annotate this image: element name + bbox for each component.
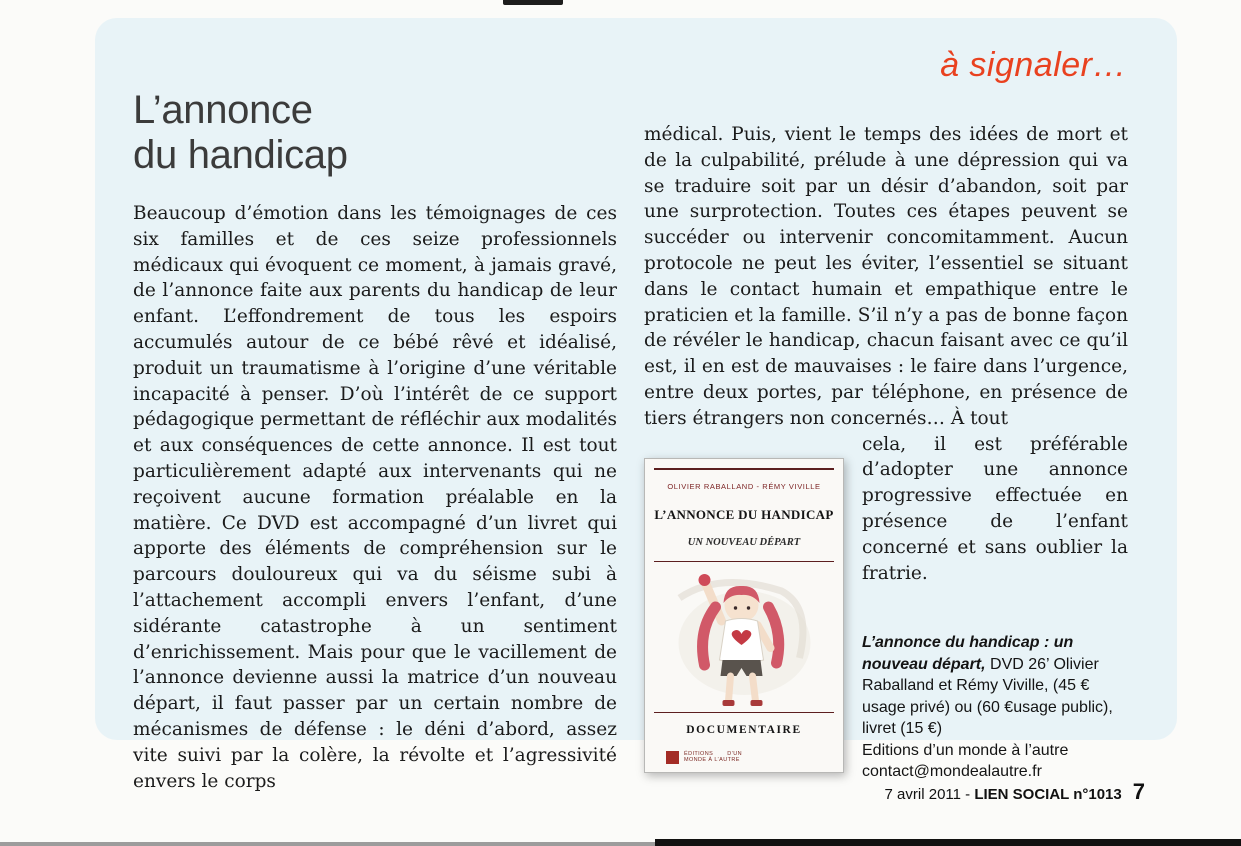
two-column-layout <box>133 18 1128 794</box>
article-body-right-wrap: cela, il est préférable d’adopter une annonce progressive effectuée en présence de l’enfant concerné et sans oublier la fratrie. <box>862 433 1128 584</box>
caption-publisher: Editions d’un monde à l’autre <box>862 741 1069 759</box>
caption-credits: DVD 26’ Olivier Raballand et Rémy Viville, (45 € usage privé) ou (60 €usage public), livret (15 €) <box>862 655 1113 738</box>
dvd-cover-subtitle: UN NOUVEAU DÉPART <box>687 537 801 549</box>
article-body-left: Beaucoup d’émotion dans les témoignages de ces six familles et de ces seize professionnels médicaux qui évoquent ce moment, à jamais gravé, de l’annonce faite aux parents du handicap de leur enfant. L’effondrement de tous les espoirs accumulés autour de ce bébé rêvé et idéalisé, produit un traumatisme à l’origine d’une véritable incapacité à penser. D’où l’intérêt de ce support pédagogique permettant de réfléchir aux modalités et aux conséquences de cette annonce. Il est tout particulièrement adapté aux intervenants qui ne reçoivent aucune formation préalable en la matière. Ce DVD est accompagné d’un livret qui apporte des éléments de compréhension sur le parcours douloureux qui va du séisme subi à l’attachement accompli envers l’enfant, d’une sidérante catastrophe à un sentiment d’enrichissement. Mais pour que le vacillement de l’annonce devienne aussi la matrice d’un nouveau départ, il faut passer par un certain nombre de mécanismes de défense : le déni d’abord, assez vite suivi par la colère, la révolte et l’agressivité envers le corps <box>133 203 617 792</box>
manga-girl-illustration <box>657 563 832 711</box>
caption-title: L’annonce du handicap : un nouveau départ, <box>862 634 1074 673</box>
page-footer <box>885 779 1145 805</box>
scan-artifact-bottom-right <box>655 839 1241 846</box>
dvd-cover-publisher <box>666 751 834 764</box>
article-panel <box>95 18 1177 792</box>
dvd-cover-title: L’ANNONCE DU HANDICAP <box>654 507 834 523</box>
publisher-logo-icon <box>666 751 679 764</box>
left-column <box>133 18 617 794</box>
footer-journal-name: LIEN SOCIAL n°1013 <box>974 786 1122 803</box>
scan-artifact-bottom-left <box>0 842 655 846</box>
right-column <box>644 18 1128 794</box>
footer-page-number: 7 <box>1132 779 1145 804</box>
dvd-cover <box>644 458 844 773</box>
article-title <box>133 88 617 178</box>
scan-artifact-top <box>503 0 563 5</box>
article-title-line1: L’annonce <box>133 88 313 132</box>
article-title-line2: du handicap <box>133 133 348 177</box>
article-body-right-top: médical. Puis, vient le temps des idées de mort et de la culpabilité, prélude à une dépression qui va se traduire soit par un désir d’abandon, soit par une surprotection. Toutes ces étapes peuvent se succéder ou intervenir concomitamment. Aucun protocole ne peut les éviter, l’essentiel se situant dans le contact humain et empathique entre le praticien et la famille. S’il n’y a pas de bonne façon de révéler le handicap, chacun faisant avec ce qu’il est, il en est de mauvaises : le faire dans l’urgence, entre deux portes, par téléphone, en présence de tiers étrangers non concernés… À tout <box>644 124 1128 429</box>
publisher-name: ÉDITIONS D’UN MONDE À L’AUTRE <box>684 750 742 764</box>
dvd-cover-header <box>654 468 834 562</box>
a-signaler-label: à signaler… <box>940 46 1127 84</box>
footer-date: 7 avril 2011 - <box>884 786 975 803</box>
dvd-cover-authors: OLIVIER RABALLAND - RÉMY VIVILLE <box>667 481 821 491</box>
dvd-cover-genre: DOCUMENTAIRE <box>654 712 834 744</box>
dvd-cover-illustration <box>654 562 834 712</box>
dvd-cover-photo <box>644 458 844 773</box>
caption-contact-email: contact@mondealautre.fr <box>862 763 1042 781</box>
